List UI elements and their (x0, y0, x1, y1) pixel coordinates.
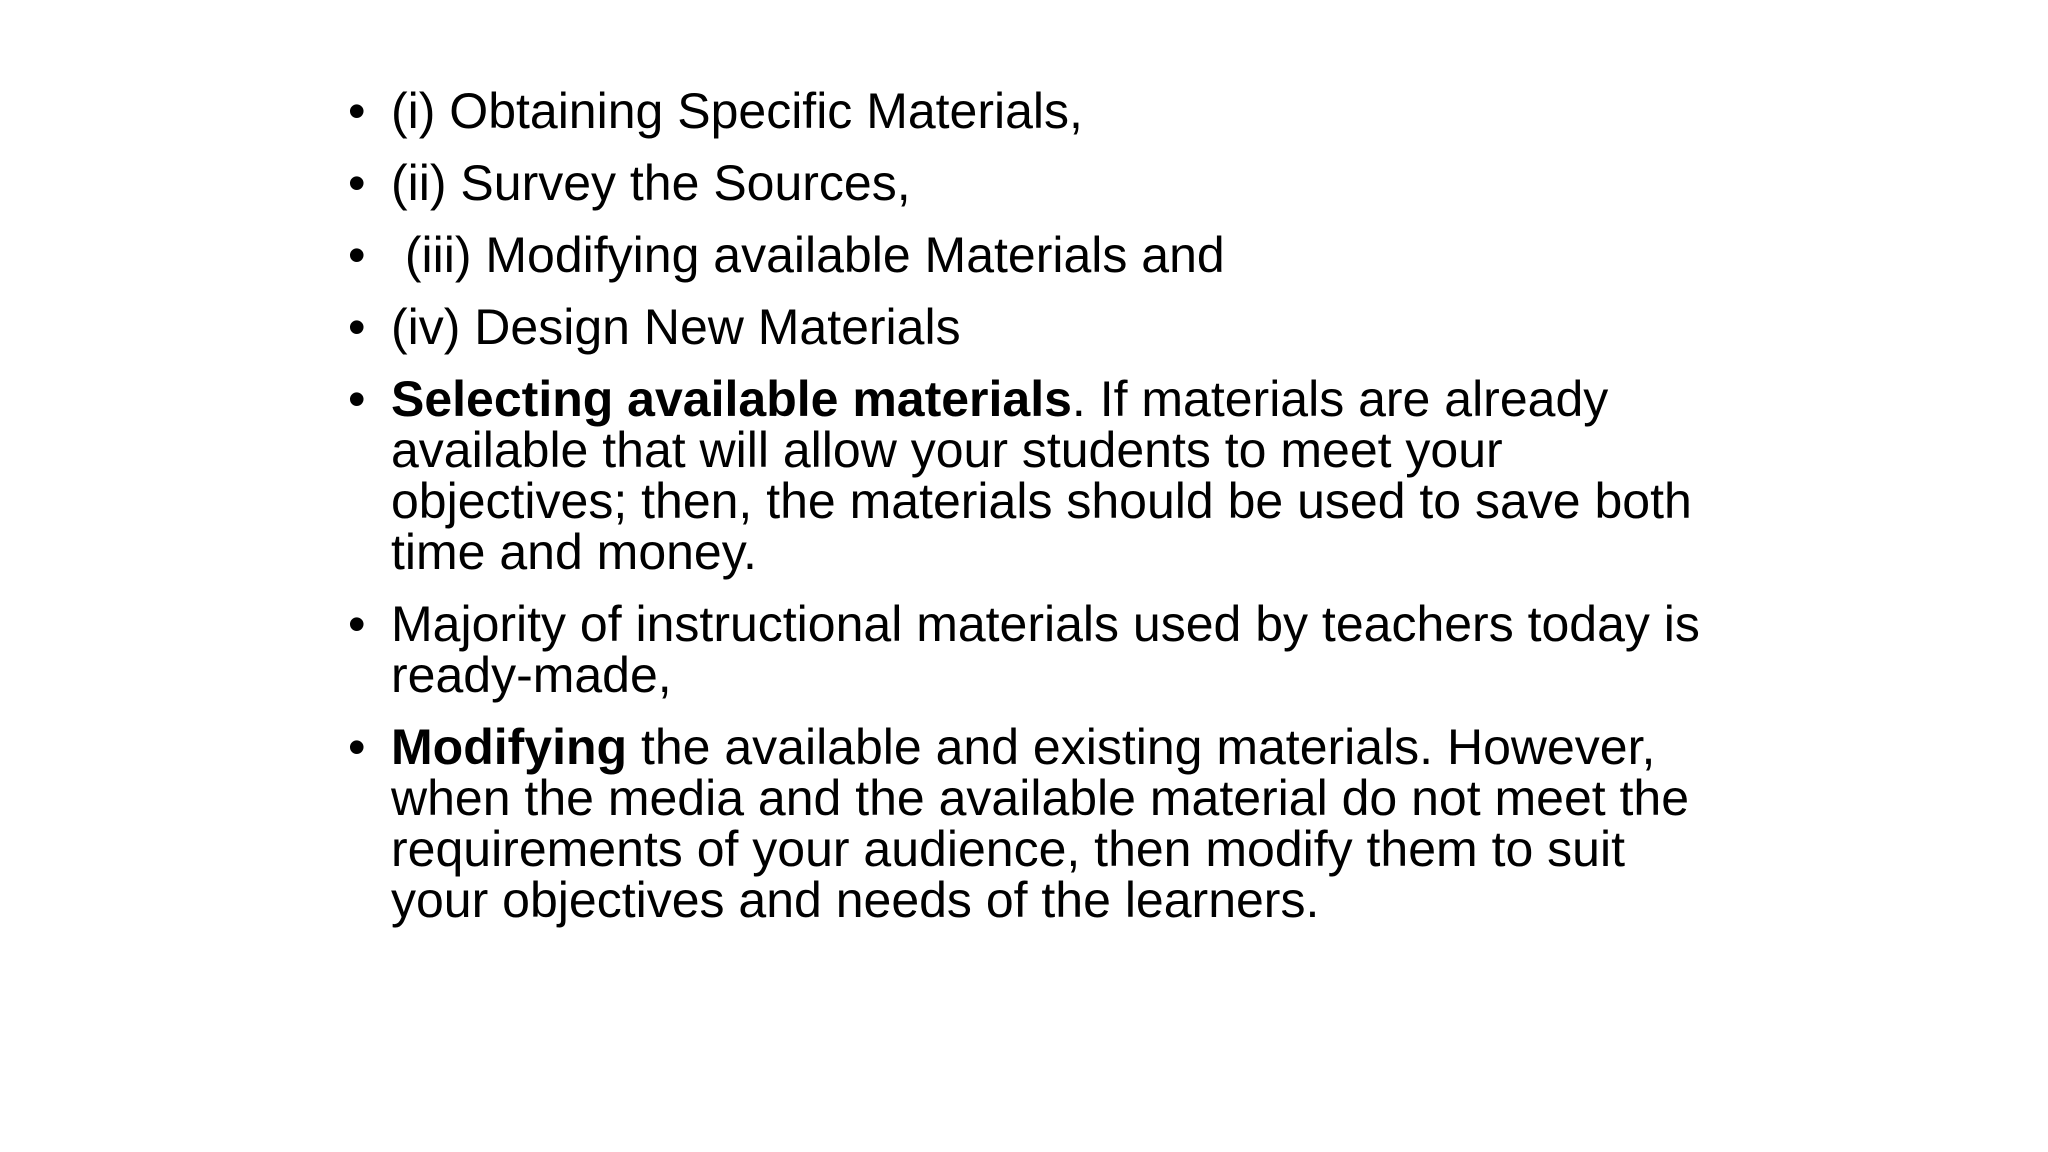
bullet-item (348, 719, 1718, 928)
bullet-text: (i) Obtaining Specific Materials, (391, 83, 1083, 139)
bullet-dot-icon: • (348, 83, 366, 139)
bullet-list (348, 83, 1718, 947)
bullet-dot-icon: • (348, 719, 366, 775)
bullet-bold-lead: Modifying (391, 719, 628, 775)
bullet-item (348, 371, 1718, 580)
bullet-item (348, 596, 1718, 703)
bullet-text: Majority of instructional materials used by teachers today is ready-made, (391, 596, 1700, 703)
bullet-text: . If materials are already available that will allow your students to meet your objectives; then, the materials should be used to save both time and money. (391, 371, 1692, 580)
bullet-dot-icon: • (348, 227, 366, 283)
bullet-dot-icon: • (348, 299, 366, 355)
bullet-text: (iii) Modifying available Materials and (391, 227, 1225, 283)
bullet-item (348, 155, 1718, 211)
bullet-bold-lead: Selecting available materials (391, 371, 1072, 427)
bullet-dot-icon: • (348, 596, 366, 652)
bullet-text: the available and existing materials. However, when the media and the available material do not meet the requirements of your audience, then modify them to suit your objectives and needs of the learners. (391, 719, 1690, 928)
bullet-text: (iv) Design New Materials (391, 299, 961, 355)
bullet-dot-icon: • (348, 371, 366, 427)
bullet-item (348, 83, 1718, 139)
bullet-item (348, 299, 1718, 355)
bullet-dot-icon: • (348, 155, 366, 211)
bullet-item (348, 227, 1718, 283)
bullet-text: (ii) Survey the Sources, (391, 155, 911, 211)
